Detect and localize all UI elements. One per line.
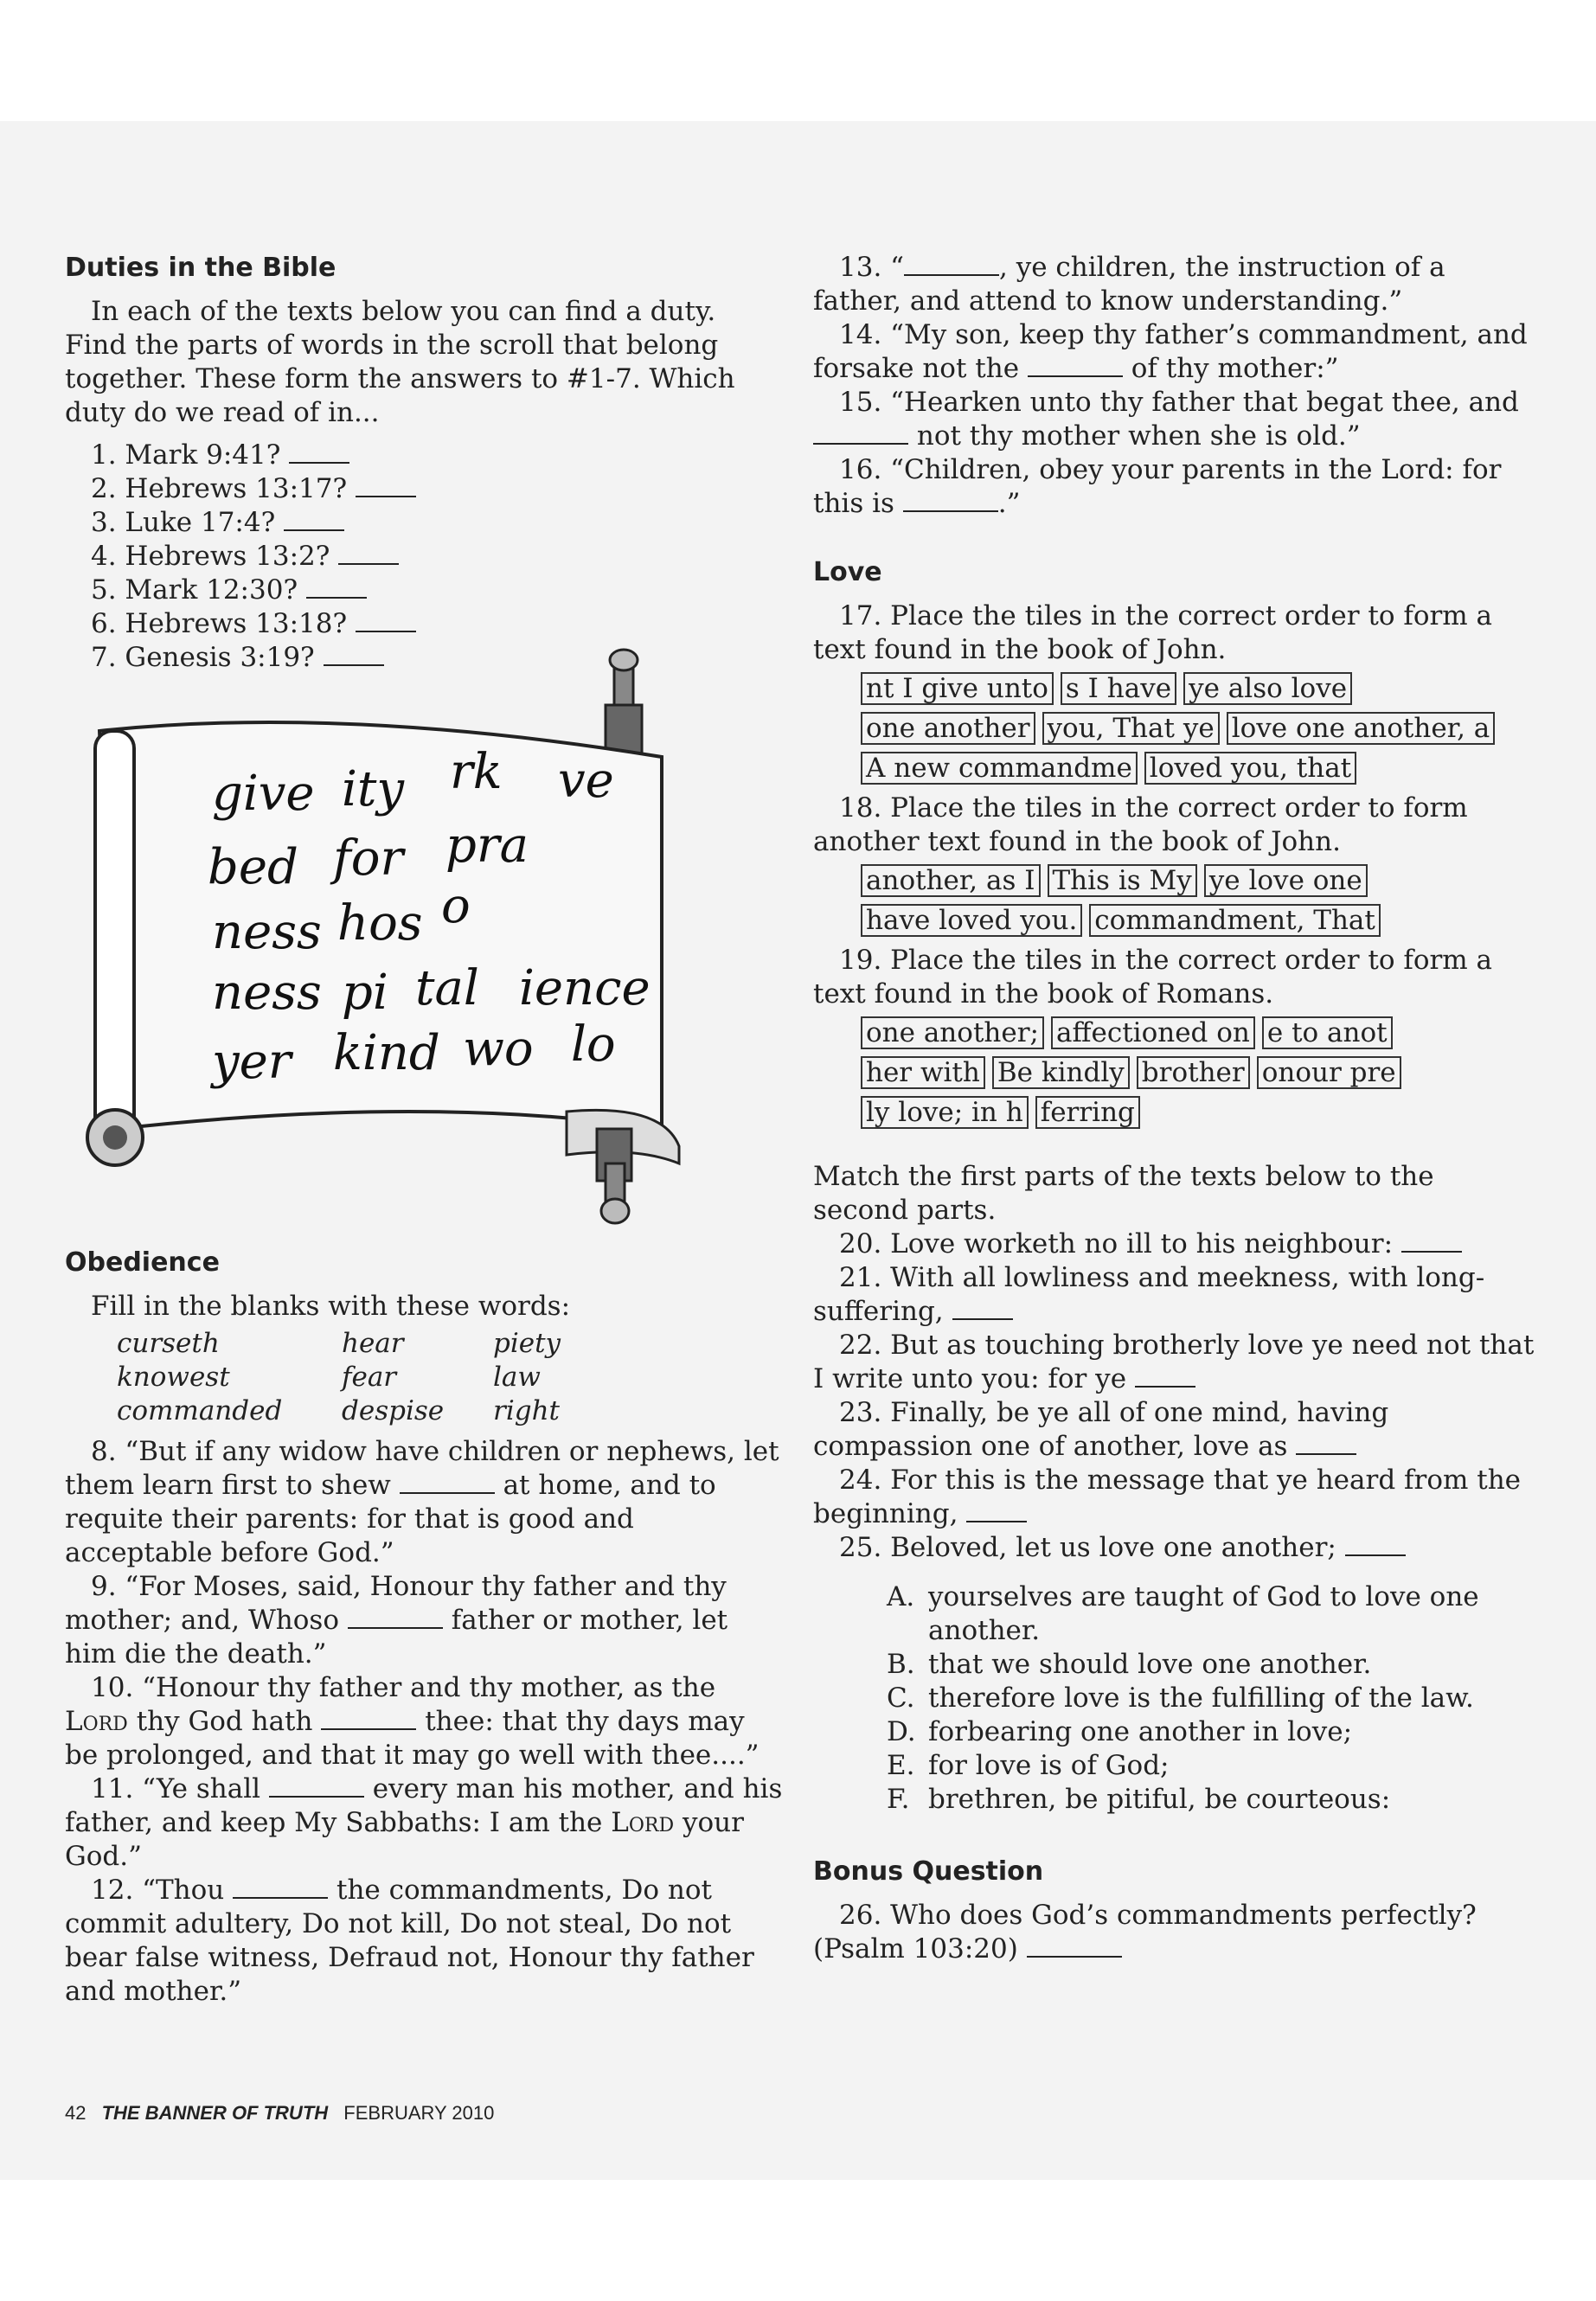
question-25: 25. Beloved, let us love one another;: [813, 1531, 1535, 1565]
answer-blank[interactable]: [338, 541, 399, 565]
scroll-word: ve: [558, 753, 614, 809]
scroll-word: tal: [415, 960, 479, 1016]
question-12: 12. “Thou the commandments, Do not commit adultery, Do not kill, Do not steal, Do not bear false witness, Defraud not, Honour thy father and mother.”: [65, 1875, 754, 2007]
tiles-17: [861, 672, 1535, 785]
tile-row: [861, 864, 1535, 897]
scroll-word: pi: [342, 965, 388, 1021]
answer-blank[interactable]: [1296, 1431, 1356, 1455]
issue-date: FEBRUARY 2010: [343, 2102, 495, 2124]
question-10: 10. “Honour thy father and thy mother, as the Lord thy God hath thee: that thy days may be prolonged, and that it may go well with thee....”: [65, 1672, 760, 1771]
obedience-heading: Obedience: [65, 1247, 220, 1278]
word-tile[interactable]: ly love; in h: [861, 1096, 1029, 1129]
word-tile[interactable]: affectioned on: [1051, 1016, 1255, 1049]
question-17: 17. Place the tiles in the correct order to form a text found in the book of John.: [813, 600, 1493, 665]
word-tile[interactable]: A new commandme: [861, 752, 1138, 785]
word-tile[interactable]: her with: [861, 1056, 985, 1089]
answer-blank[interactable]: [356, 608, 416, 632]
question-19: 19. Place the tiles in the correct order to form a text found in the book of Romans.: [813, 945, 1493, 1009]
word-bank-item: curseth: [117, 1328, 220, 1359]
word-tile[interactable]: nt I give unto: [861, 672, 1054, 705]
question-26: 26. Who does God’s commandments perfectly? (Psalm 103:20): [813, 1900, 1477, 1965]
scroll-word: wo: [463, 1021, 534, 1077]
option-d: D. forbearing one another in love;: [887, 1716, 1353, 1747]
duties-intro: In each of the texts below you can find a duty. Find the parts of words in the scroll that belong together. These form the answers to #1-7. Which duty do we read of in...: [65, 296, 735, 428]
word-bank-item: hear: [342, 1328, 404, 1359]
question-18: 18. Place the tiles in the correct order to form another text found in the book of John.: [813, 792, 1468, 857]
question-21: 21. With all lowliness and meekness, with long-suffering,: [813, 1262, 1485, 1327]
answer-blank[interactable]: [966, 1498, 1027, 1522]
tile-row: [861, 1056, 1535, 1089]
question-20: 20. Love worketh no ill to his neighbour:: [813, 1227, 1535, 1261]
word-tile[interactable]: ferring: [1035, 1096, 1140, 1129]
match-options: [887, 1580, 1535, 1817]
publication-name: THE BANNER OF TRUTH: [101, 2102, 329, 2124]
question-23: 23. Finally, be ye all of one mind, having compassion one of another, love as: [813, 1397, 1389, 1462]
option-b: B. that we should love one another.: [887, 1649, 1372, 1680]
question-7: 7. Genesis 3:19?: [65, 641, 783, 675]
answer-blank[interactable]: [306, 574, 367, 599]
question-11: 11. “Ye shall every man his mother, and his father, and keep My Sabbaths: I am the Lord your God.”: [65, 1773, 783, 1872]
word-tile[interactable]: brother: [1137, 1056, 1250, 1089]
duties-questions: [65, 439, 783, 675]
question-8: 8. “But if any widow have children or nephews, let them learn first to shew at home, and to requite their parents: for that is good and acceptable before God.”: [65, 1436, 779, 1568]
scroll-word: yer: [212, 1034, 292, 1090]
scroll-word: ience: [519, 960, 651, 1016]
answer-blank[interactable]: [1345, 1532, 1406, 1556]
question-14: 14. “My son, keep thy father’s commandment, and forsake not the of thy mother:”: [813, 319, 1528, 384]
word-scroll: [82, 644, 705, 1233]
option-f: F. brethren, be pitiful, be courteous:: [887, 1784, 1391, 1815]
obedience-instruction: Fill in the blanks with these words:: [91, 1291, 571, 1322]
tiles-18: [861, 864, 1535, 937]
question-15: 15. “Hearken unto thy father that begat thee, and not thy mother when she is old.”: [813, 386, 1535, 453]
tile-row: [861, 752, 1535, 785]
page-number: 42: [65, 2102, 87, 2124]
question-3: 3. Luke 17:4?: [65, 506, 783, 540]
question-9: 9. “For Moses, said, Honour thy father and thy mother; and, Whoso father or mother, let him die the death.”: [65, 1571, 728, 1670]
option-a: A. yourselves are taught of God to love one another.: [887, 1581, 1479, 1646]
word-bank-item: piety: [493, 1328, 561, 1359]
word-tile[interactable]: This is My: [1048, 864, 1197, 897]
word-tile[interactable]: ye love one: [1204, 864, 1368, 897]
option-e: E. for love is of God;: [887, 1750, 1170, 1781]
word-tile[interactable]: one another: [861, 712, 1035, 745]
question-2: 2. Hebrews 13:17?: [65, 472, 783, 506]
scroll-word: hos: [337, 895, 423, 952]
tiles-19: [861, 1016, 1535, 1129]
answer-blank[interactable]: [1401, 1228, 1462, 1253]
tile-row: [861, 672, 1535, 705]
answer-blank[interactable]: [284, 507, 344, 531]
scroll-word: give: [212, 766, 315, 822]
question-4: 4. Hebrews 13:2?: [65, 540, 783, 574]
question-13: 13. “ , ye children, the instruction of a father, and attend to know understanding.”: [813, 252, 1445, 317]
answer-blank[interactable]: [1027, 1933, 1122, 1958]
answer-blank[interactable]: [952, 1296, 1013, 1320]
word-bank-item: despise: [342, 1395, 445, 1426]
word-bank-item: commanded: [117, 1395, 283, 1426]
answer-blank[interactable]: [289, 439, 349, 464]
option-c: C. therefore love is the fulfilling of the law.: [887, 1682, 1474, 1714]
question-24: 24. For this is the message that ye heard from the beginning,: [813, 1465, 1522, 1529]
word-tile[interactable]: one another;: [861, 1016, 1044, 1049]
word-tile[interactable]: s I have: [1061, 672, 1176, 705]
tile-row: [861, 1016, 1535, 1049]
page-footer: [65, 2102, 494, 2125]
word-tile[interactable]: loved you, that: [1144, 752, 1356, 785]
duties-heading: Duties in the Bible: [65, 253, 337, 283]
answer-blank[interactable]: [903, 488, 998, 512]
scroll-word: for: [333, 830, 404, 887]
word-bank-item: right: [493, 1395, 561, 1426]
love-heading: Love: [813, 557, 882, 587]
word-tile[interactable]: ye also love: [1183, 672, 1352, 705]
scroll-word: ity: [342, 761, 405, 817]
right-column: [813, 251, 1535, 1966]
question-5: 5. Mark 12:30?: [65, 574, 783, 607]
word-tile[interactable]: e to anot: [1262, 1016, 1393, 1049]
word-tile[interactable]: Be kindly: [992, 1056, 1130, 1089]
scroll-word: pra: [445, 817, 529, 874]
answer-blank[interactable]: [233, 1875, 328, 1899]
answer-blank[interactable]: [904, 252, 999, 276]
word-bank-item: fear: [342, 1362, 397, 1393]
word-tile[interactable]: onour pre: [1257, 1056, 1401, 1089]
scroll-word: o: [441, 878, 471, 934]
answer-blank[interactable]: [1135, 1363, 1195, 1388]
scroll-word: kind: [333, 1025, 440, 1081]
bonus-heading: Bonus Question: [813, 1856, 1044, 1887]
tile-row: [861, 1096, 1535, 1129]
match-intro: Match the first parts of the texts below to the second parts.: [813, 1161, 1434, 1226]
answer-blank[interactable]: [269, 1773, 364, 1798]
scroll-word: ness: [212, 904, 322, 960]
tile-row: [861, 712, 1535, 745]
tile-row: [861, 904, 1535, 937]
word-tile[interactable]: you, That ye: [1042, 712, 1220, 745]
answer-blank[interactable]: [321, 1706, 416, 1730]
question-6: 6. Hebrews 13:18?: [65, 607, 783, 641]
word-bank-item: law: [493, 1362, 541, 1393]
answer-blank[interactable]: [1028, 353, 1123, 377]
answer-blank[interactable]: [400, 1470, 495, 1494]
word-tile[interactable]: love one another, a: [1227, 712, 1496, 745]
word-bank-item: knowest: [117, 1362, 230, 1393]
word-bank: [117, 1327, 783, 1428]
scroll-word: lo: [571, 1016, 616, 1073]
question-22: 22. But as touching brotherly love ye need not that I write unto you: for ye: [813, 1330, 1535, 1394]
answer-blank[interactable]: [356, 473, 416, 497]
word-tile[interactable]: commandment, That: [1089, 904, 1381, 937]
answer-blank[interactable]: [348, 1605, 443, 1629]
answer-blank[interactable]: [813, 420, 908, 445]
question-1: 1. Mark 9:41?: [65, 439, 783, 472]
word-tile[interactable]: have loved you.: [861, 904, 1082, 937]
question-16: 16. “Children, obey your parents in the Lord: for this is .”: [813, 454, 1502, 519]
scroll-word: bed: [208, 839, 298, 895]
word-tile[interactable]: another, as I: [861, 864, 1041, 897]
scroll-word: ness: [212, 965, 322, 1021]
scroll-word: rk: [450, 744, 503, 800]
